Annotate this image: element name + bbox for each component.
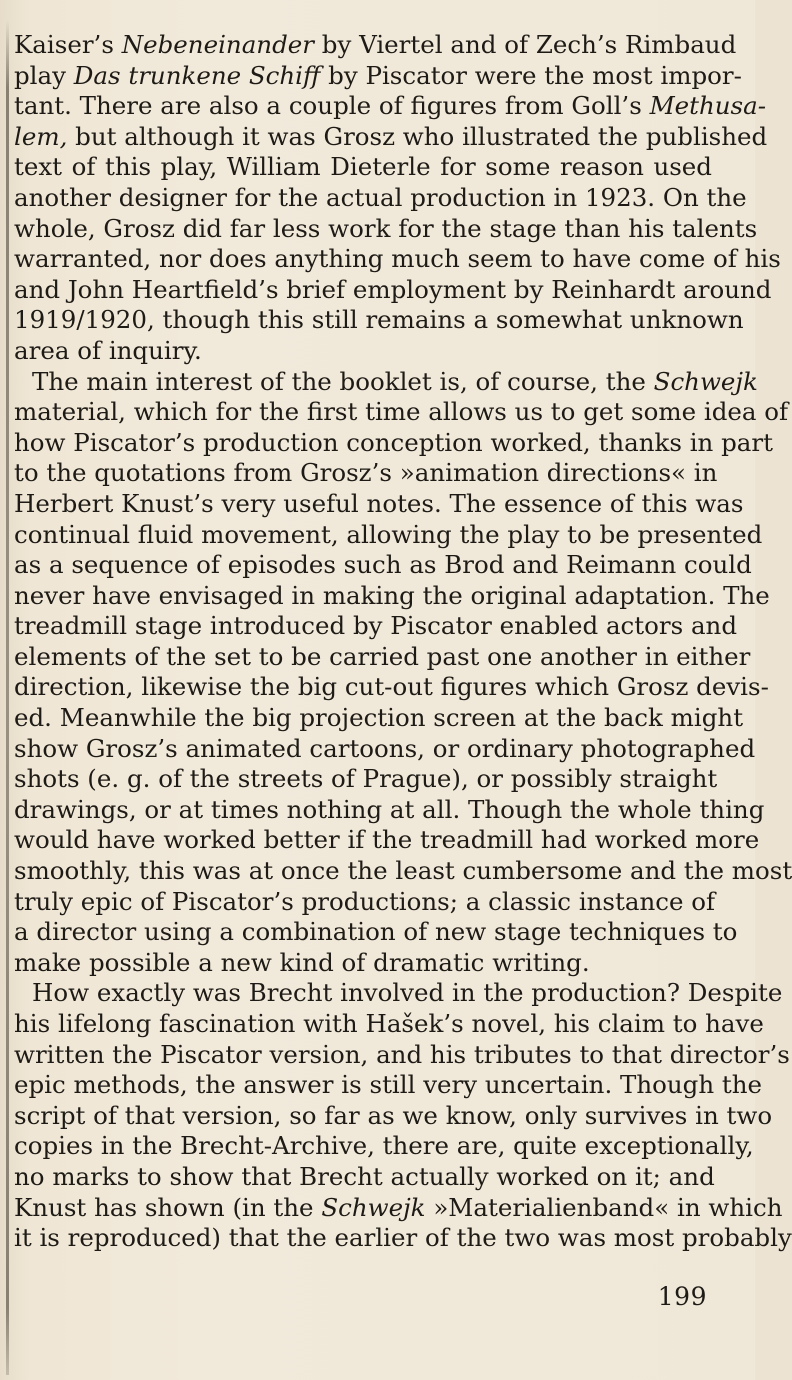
text-line xyxy=(14,672,769,703)
text-line xyxy=(14,1223,792,1254)
text-segment: by Viertel and of Zech’s Rimbaud xyxy=(313,30,737,59)
text-segment: epic methods, the answer is still very uncertain. Though the xyxy=(14,1070,763,1100)
text-segment: continual fluid movement, allowing the play to be presented xyxy=(14,519,763,549)
text-line xyxy=(14,182,747,214)
text-line xyxy=(14,488,744,520)
text-segment: another designer for the actual production in 1923. On the xyxy=(14,182,747,212)
text-line xyxy=(14,580,770,612)
text-segment: How exactly was Brecht involved in the production? Despite xyxy=(32,978,783,1008)
text-segment: to the quotations from Grosz’s »animation directions« in xyxy=(14,458,718,488)
text-segment: material, which for the first time allows us to get some idea of xyxy=(14,397,789,427)
body-text xyxy=(14,30,792,1254)
text-line xyxy=(14,794,765,826)
text-line xyxy=(14,886,716,918)
text-segment: treadmill stage introduced by Piscator enabled actors and xyxy=(14,611,738,641)
text-segment: but although it was Grosz who illustrated the published xyxy=(67,121,768,151)
text-segment: drawings, or at times nothing at all. Though the whole thing xyxy=(14,794,765,824)
text-segment: Kaiser’s xyxy=(14,30,122,59)
text-line xyxy=(14,703,744,734)
text-segment: his lifelong fascination with Hašek’s novel, his claim to have xyxy=(14,1009,764,1038)
text-segment: elements of the set to be carried past one another in either xyxy=(14,641,751,671)
text-segment: make possible a new kind of dramatic writing. xyxy=(14,947,590,977)
text-segment: direction, likewise the big cut-out figures which Grosz devis- xyxy=(14,672,769,702)
page-binding-edge xyxy=(6,20,9,1375)
text-segment: it is reproduced) that the earlier of the two was most probably xyxy=(14,1223,792,1253)
text-line xyxy=(14,121,768,153)
text-segment: written the Piscator version, and his tributes to that director’s xyxy=(14,1039,790,1069)
italic-title: Schwejk xyxy=(653,366,758,396)
text-segment: whole, Grosz did far less work for the stage than his talents xyxy=(14,213,758,243)
text-line xyxy=(14,1131,754,1162)
text-segment: copies in the Brecht-Archive, there are, quite exceptionally, xyxy=(14,1131,754,1161)
text-line xyxy=(14,60,742,92)
text-line xyxy=(14,978,783,1009)
text-line xyxy=(14,519,763,551)
text-segment: ed. Meanwhile the big projection screen at the back might xyxy=(14,703,744,733)
text-line xyxy=(14,366,758,398)
text-line xyxy=(14,1009,764,1040)
text-line xyxy=(14,1070,763,1101)
text-segment: and John Heartfield’s brief employment by Reinhardt around xyxy=(14,274,772,304)
text-segment: Knust has shown (in the xyxy=(14,1192,322,1222)
text-segment: »Materialienband« in which xyxy=(425,1192,783,1222)
text-segment: 1919/1920, though this still remains a somewhat unknown xyxy=(14,305,744,335)
text-segment: tant. There are also a couple of figures from Goll’s xyxy=(14,91,650,121)
text-line xyxy=(14,825,760,856)
text-segment: would have worked better if the treadmill had worked more xyxy=(14,825,760,855)
text-line xyxy=(14,427,773,459)
text-segment: play xyxy=(14,60,74,90)
text-line xyxy=(14,305,744,336)
italic-title: lem, xyxy=(14,121,68,151)
text-segment: script of that version, so far as we know, only survives in two xyxy=(14,1100,773,1130)
text-line xyxy=(14,1192,783,1224)
text-segment: text of this play, William Dieterle for some reason used xyxy=(14,152,712,182)
text-line xyxy=(14,733,756,765)
italic-title: Methusa- xyxy=(649,91,767,121)
text-segment: warranted, nor does anything much seem to have come of his xyxy=(14,244,781,274)
text-segment: Herbert Knust’s very useful notes. The essence of this was xyxy=(14,488,744,518)
text-line xyxy=(14,1100,773,1132)
text-segment: shots (e. g. of the streets of Prague), or possibly straight xyxy=(14,764,718,794)
text-segment: as a sequence of episodes such as Brod and Reimann could xyxy=(14,550,752,580)
italic-title: Das trunkene Schiff xyxy=(73,60,321,90)
italic-title: Schwejk xyxy=(321,1192,426,1222)
text-segment: show Grosz’s animated cartoons, or ordinary photographed xyxy=(14,733,756,763)
text-segment: smoothly, this was at once the least cumbersome and the most xyxy=(14,856,792,886)
text-segment: never have envisaged in making the original adaptation. The xyxy=(14,580,770,610)
text-line xyxy=(14,611,738,642)
page-number: 199 xyxy=(657,1282,707,1311)
text-line xyxy=(14,856,792,887)
text-line xyxy=(14,30,737,61)
text-line xyxy=(14,397,789,428)
text-line xyxy=(14,274,772,306)
text-line xyxy=(14,917,738,948)
text-segment: by Piscator were the most impor- xyxy=(320,60,742,90)
text-line xyxy=(14,1039,790,1071)
text-segment: a director using a combination of new stage techniques to xyxy=(14,917,738,947)
text-segment: how Piscator’s production conception worked, thanks in part xyxy=(14,427,773,457)
text-line xyxy=(14,336,712,367)
text-segment: no marks to show that Brecht actually worked on it; and xyxy=(14,1161,715,1191)
text-line xyxy=(14,91,767,122)
text-line xyxy=(14,1161,715,1193)
italic-title: Nebeneinander xyxy=(121,30,314,59)
text-line xyxy=(14,458,718,489)
text-line xyxy=(14,550,752,581)
text-segment: The main interest of the booklet is, of course, the xyxy=(32,366,654,396)
text-line xyxy=(14,948,712,979)
text-line xyxy=(14,152,712,183)
text-line xyxy=(14,213,758,245)
text-line xyxy=(14,244,781,275)
text-line xyxy=(14,764,718,795)
text-line xyxy=(14,641,751,673)
text-segment: truly epic of Piscator’s productions; a classic instance of xyxy=(14,886,716,916)
text-segment: area of inquiry. xyxy=(14,335,202,365)
